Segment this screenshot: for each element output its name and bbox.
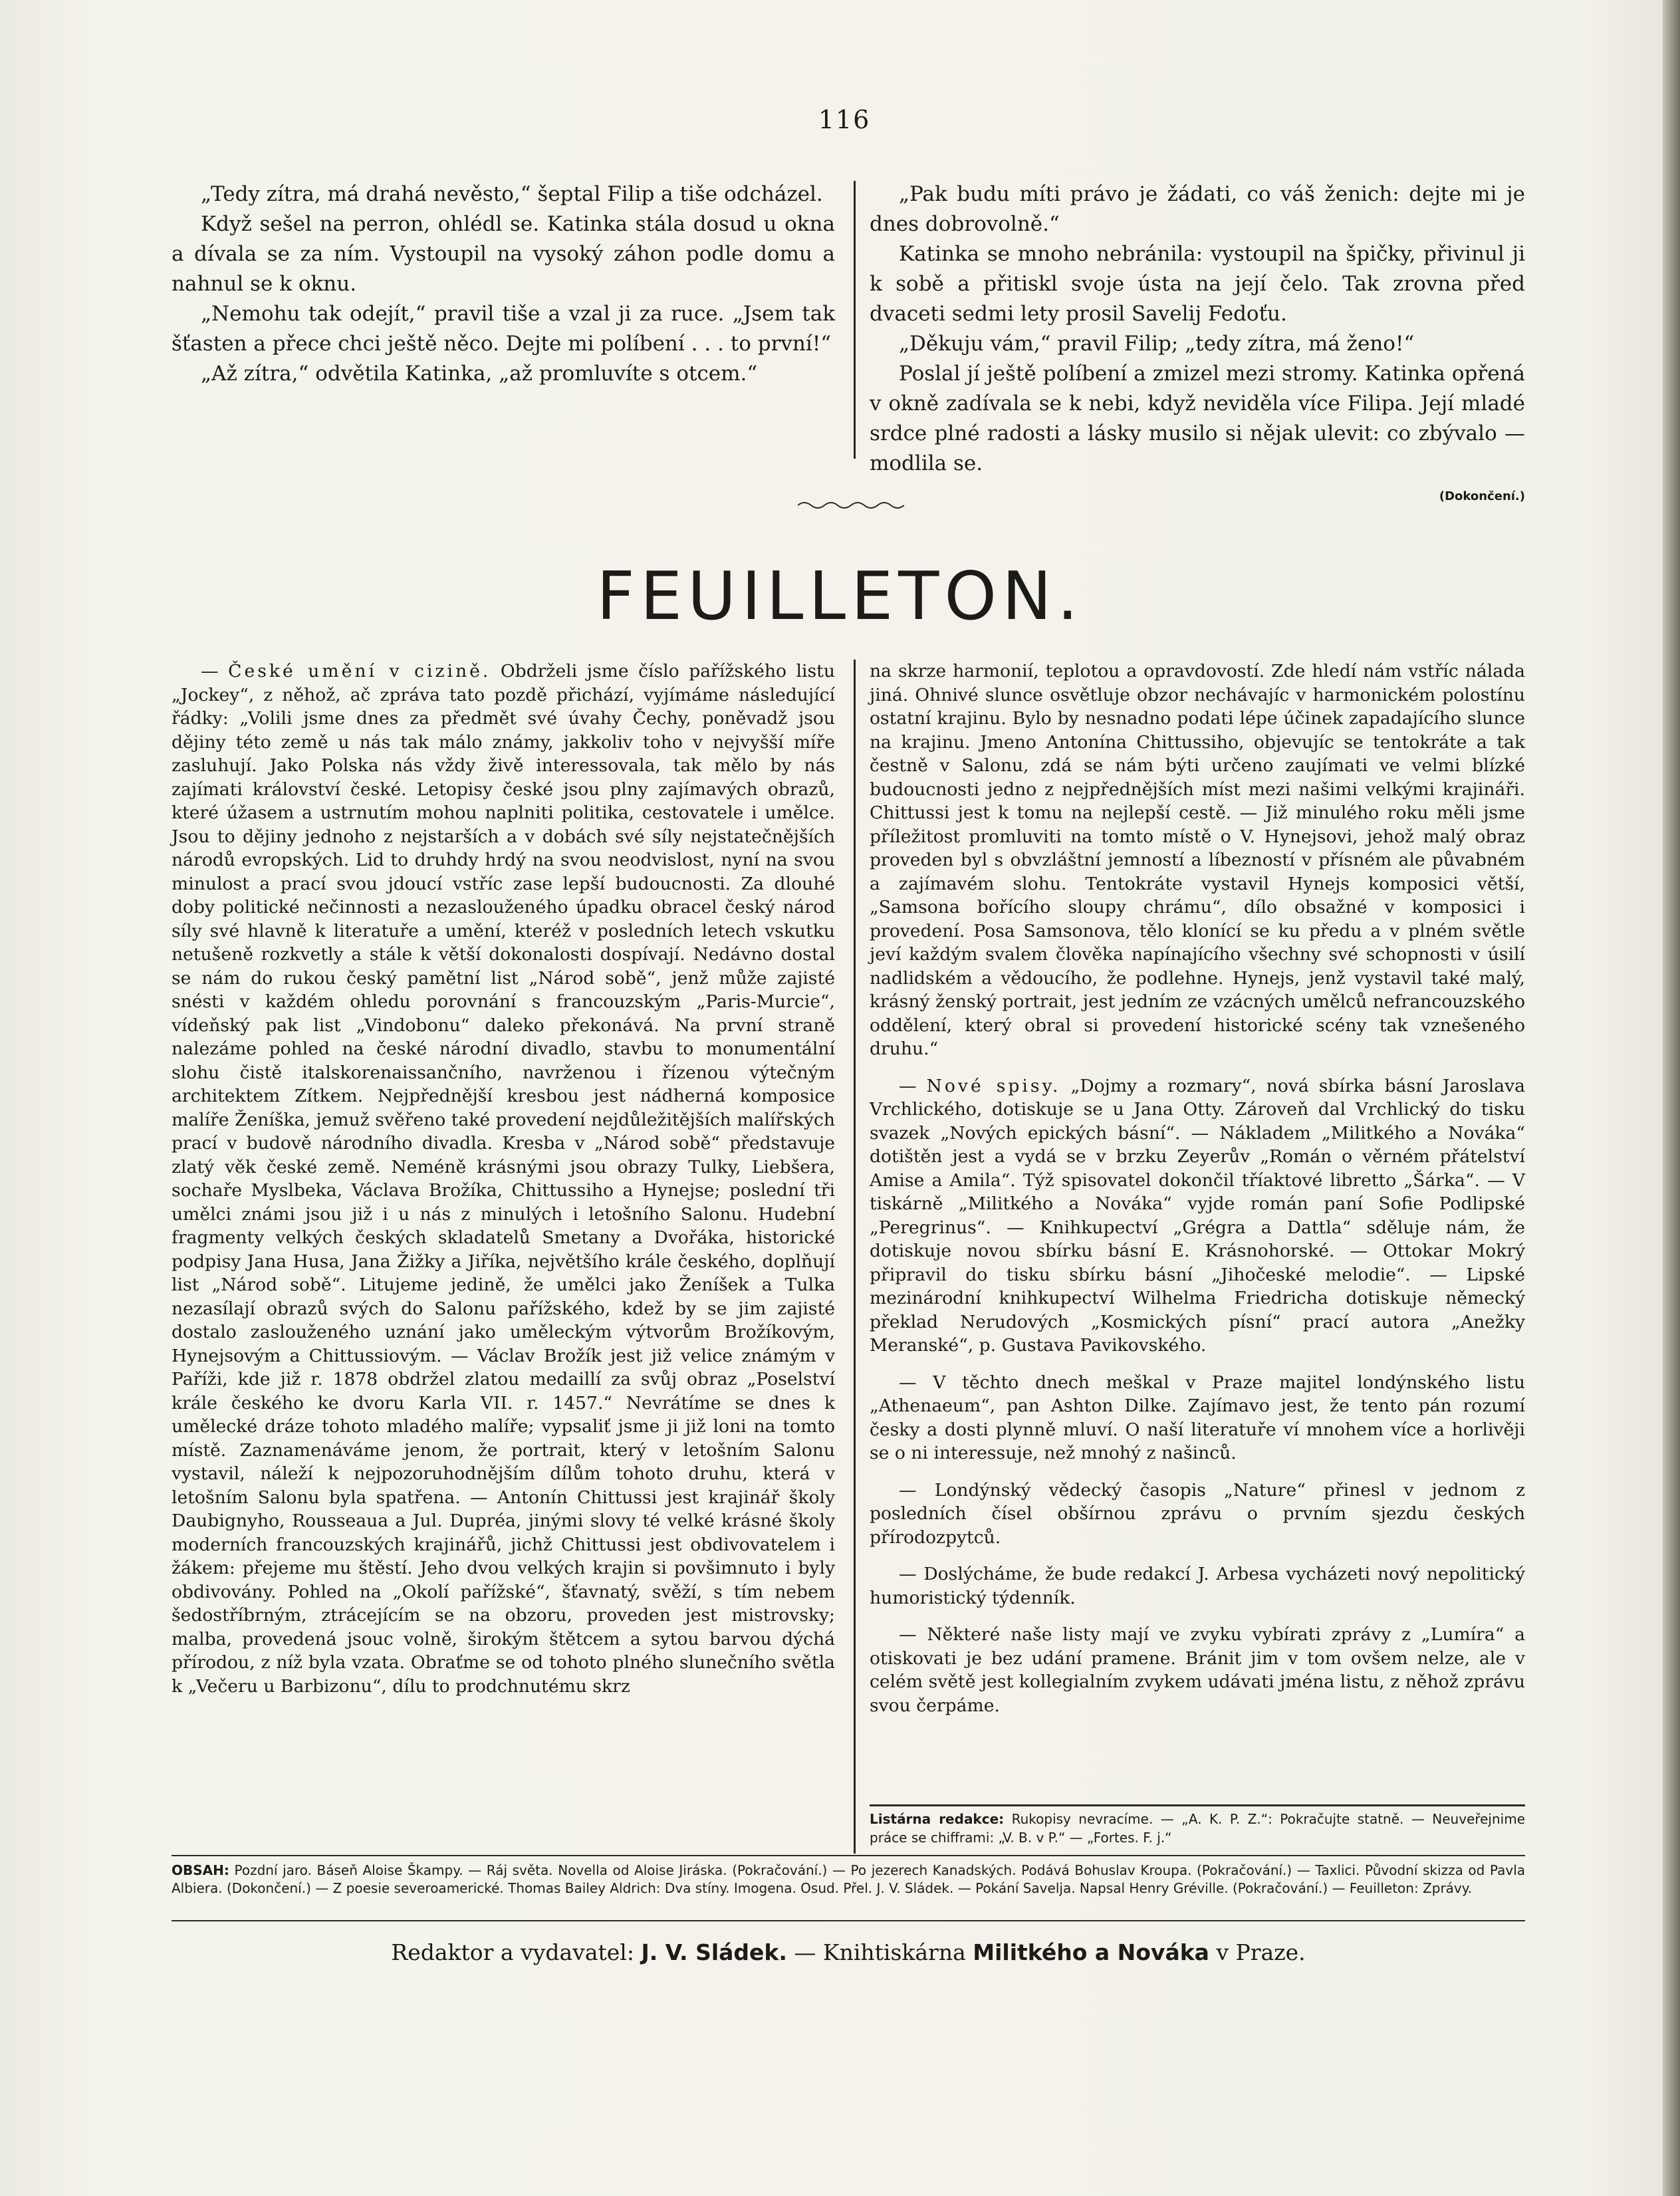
news-text: Některé naše listy mají ve zvyku vybírati zprávy z „Lumíra“ a otiskovati je bez udání pramene. Bránit jim v tom ovšem nelze, ale v celém světě jest kollegialním zvykem udávati jména listu, z něhož zprávu svou čerpáme. [870, 1624, 1525, 1716]
contents-rule [172, 1855, 1525, 1856]
story-paragraph: „Děkuju vám,“ pravil Filip; „tedy zítra, má ženo!“ [899, 332, 1415, 356]
imprint-suffix: v Praze. [1216, 1939, 1306, 1965]
news-heading: České umění v cizině. [228, 661, 491, 681]
listarna-label: Listárna redakce: [870, 1811, 1005, 1827]
feuilleton-paragraph: — České umění v cizině. Obdrželi jsme číslo pařížského listu „Jockey“, z něhož, ač zpráva tato pozdě přichází, vyjímáme následující řádky: „Volili jsme dnes za předmět své úvahy Čechy, poněvadž jsou dějiny této země u nás tak málo známy, jakkoliv toho v nejvyšší míře zasluhují. Jako Polska nás vždy živě interessovala, tak mělo by nás zajímati království české. Letopisy české jsou plny zajímavých obrazů, které úžasem a ustrnutím mohou naplniti politika, cestovatele i umělce. Jsou to dějiny jednoho z nejstarších a v dobách své síly nejstatečnějších národů evropských. Lid to druhdy hrdý na svou neodvislost, nyní na svou minulost a prací svou jdoucí vstříc zase lepší budoucnosti. Za dlouhé doby politické nečinnosti a nezaslouženého úpadku obracel český národ síly své hlavně k literatuře a umění, kteréž v posledních letech vskutku netušeně rozkvetly a stále k větší dokonalosti dospívají. Nedávno dostal se nám do rukou český pamětní list „Národ sobě“, jenž může zajisté snésti v každém ohledu porovnání s francouzským „Paris-Murcie“, vídeňský pak list „Vindobonu“ daleko překonává. Na první straně nalezáme pohled na české národní divadlo, stavbu to monumentální slohu čistě italskorenaissančního, navrženou i řízenou výtečným architektem Zítkem. Nejpřednější kresbou jest nádherná komposice malíře Ženíška, jemuž svěřeno také provedení nejdůležitějších malířských prací v budově národního divadla. Kresba v „Národ sobě“ představuje zlatý věk české země. Neméně krásnými jsou obrazy Tulky, Liebšera, sochaře Myslbeka, Václava Brožíka, Chittussiho a Hynejse; poslední tři umělci známi jsou již i u nás z minulých i letošního Salonu. Hudební fragmenty velkých českých skladatelů Smetany a Dvořáka, historické podpisy Jana Husa, Jana Žižky a Jiříka, největšího krále českého, doplňují list „Národ sobě“. Litujeme jedině, že umělci jako Ženíšek a Tulka nezasílají obrazů svých do Salonu pařížského, kdež by se jim zajisté dostalo zaslouženého uznání jako uměleckým výtvorům Brožíkovým, Hynejsovým a Chittussiovým. — Václav Brožík jest již velice známým v Paříži, kde již r. 1878 obdržel zlatou medaillí za svůj obraz „Poselství krále českého ke dvoru Karla VII. r. 1457.“ Nevrátíme se dnes k umělecké dráze tohoto mladého malíře; vypsaliť jsme ji již loni na tomto místě. Zaznamenáváme jenom, že portrait, který v letošním Salonu vystavil, náleží k nejpozoruhodnějším dílům tohoto druhu, která v letošním Salonu byla spatřena. — Antonín Chittussi jest krajinář školy Daubignyho, Rousseaua a Jul. Dupréa, jinými slovy té velké krásné školy moderních francouzských krajinářů, jichž Chittussi jest obdivovatelem i žákem: přejeme mu štěstí. Jeho dvou velkých krajin si povšimnuto i byly obdivovány. Pohled na „Okolí pařížské“, šťavnatý, svěží, s tím nebem šedostříbrným, ztrácejícím se na obzoru, proveden jest mistrovsky; malba, provedená jsouc volně, širokým štětcem a sytou barvou dýchá přírodou, z níž byla vzata. Obraťme se od tohoto plného slunečního světla k „Večeru u Barbizonu“, dílu to prodchnutému skrz [172, 661, 835, 1697]
story-paragraph: Katinka se mnoho nebránila: vystoupil na špičky, přivinul ji k sobě a přitiskl svoje ústa na její čelo. Tak zrovna před dvaceti sedmi lety prosil Savelij Fedoťu. [870, 242, 1525, 326]
news-text: Londýnský vědecký časopis „Nature“ přinesl v jednom z posledních čísel obšírnou zprávu o prvním sjezdu českých přírodozpytců. [870, 1479, 1525, 1548]
news-heading: Nové spisy. [926, 1075, 1061, 1096]
page-gutter-shadow [1663, 0, 1680, 2196]
story-paragraph: Když sešel na perron, ohlédl se. Katinka stála dosud u okna a dívala se za ním. Vystoupil na vysoký záhon podle domu a nahnul se k oknu. [172, 212, 835, 296]
contents-label: OBSAH: [172, 1862, 229, 1878]
contents-rule-bottom [172, 1920, 1525, 1921]
story-paragraph: „Nemohu tak odejít,“ pravil tiše a vzal ji za ruce. „Jsem tak šťasten a přece chci ještě něco. Dejte mi políbení . . . to první!“ [172, 302, 835, 356]
feuilleton-column-right [870, 660, 1525, 1717]
story-paragraph: „Až zítra,“ odvětila Katinka, „až promluvíte s otcem.“ [201, 362, 758, 386]
imprint-prefix: Redaktor a vydavatel: [391, 1939, 634, 1965]
news-text: na skrze harmonií, teplotou a opravdovostí. Zde hledí nám vstříc nálada jiná. Ohnivé slunce osvětluje obzor nechávajíc v harmonickém polostínu ostatní krajinu. Bylo by nesnadno podati lépe účinek zapadajícího slunce na krajinu. Jmeno Antonína Chittussiho, objevujíc se tentokráte a tak čestně v Salonu, zdá se nám býti určeno zaujímati ve velmi blízké budoucnosti jedno z nejpřednějších míst mezi našimi velkými krajináři. Chittussi jest k tomu na nejlepší cestě. — Již minulého roku měli jsme příležitost promluviti na tomto místě o V. Hynejsovi, jehož malý obraz proveden byl s obvzláštní jemností a líbezností v přísném ale půvabném a zajímavém slohu. Tentokráte vystavil Hynejs komposici větší, „Samsona bořícího sloupy chrámu“, dílo obsažné v komposici i provedení. Posa Samsonova, tělo klonící se ku předu a v plném světle jeví každým svalem člověka napínajícího všechny své schopnosti v úsilí nadlidském a vědoucího, že podlehne. Hynejs, jenž vystavil také malý, krásný ženský portrait, jest jedním ze vzácných umělců nefrancouzského oddělení, který obral si provedení historické scény tak vznešeného druhu.“ [870, 661, 1525, 1059]
story-column-right [870, 180, 1525, 511]
feuilleton-paragraph: — Londýnský vědecký časopis „Nature“ přinesl v jednom z posledních čísel obšírnou zprávu o prvním sjezdu českých přírodozpytců. [870, 1479, 1525, 1548]
imprint-editor: J. V. Sládek. [641, 1939, 787, 1965]
news-text: „Dojmy a rozmary“, nová sbírka básní Jaroslava Vrchlického, dotiskuje se u Jana Otty. Zároveň dal Vrchlický do tisku svazek „Nových epických básní“. — Nákladem „Militkého a Nováka“ dotištěn jest a vydá se v brzku Zeyerův „Román o věrném přátelství Amise a Amila“. Týž spisovatel dokončil tříaktové libretto „Šárka“. — V tiskárně „Militkého a Nováka“ vyjde román paní Sofie Podlipské „Peregrinus“. — Knihkupectví „Grégra a Dattla“ sděluje nám, že dotiskuje novou sbírku básní E. Krásnohorské. — Ottokar Mokrý připravil do tisku sbírku básní „Jihočeské melodie“. — Lipské mezinárodní knihkupectví Wilhelma Friedricha dotiskuje německý překlad Nerudových „Kosmických písní“ prací autora „Anežky Meranské“, p. Gustava Pavikovského. [870, 1075, 1525, 1356]
listarna-rule [870, 1804, 1525, 1806]
table-of-contents [172, 1862, 1525, 1897]
decorative-wave-divider [798, 499, 904, 512]
story-paragraph: „Pak budu míti právo je žádati, co váš ženich: dejte mi je dnes dobrovolně.“ [870, 182, 1525, 236]
section-title: FEUILLETON. [596, 557, 1084, 635]
news-text: V těchto dnech meškal v Praze majitel londýnského listu „Athenaeum“, pan Ashton Dilke. Zajímavo jest, že tento pán rozumí česky a dosti plynně mluví. O naší literatuře ví mnohem více a horlivěji se o ni interessuje, než mnohý z našinců. [870, 1372, 1525, 1463]
news-text: Obdrželi jsme číslo pařížského listu „Jockey“, z něhož, ač zpráva tato pozdě přichází, vyjímáme následující řádky: „Volili jsme dnes za předmět své úvahy Čechy, poněvadž jsou dějiny této země u nás tak málo známy, jakkoliv toho v nejvyšší míře zasluhují. Jako Polska nás vždy živě interessovala, tak mělo by nás zajímati království české. Letopisy české jsou plny zajímavých obrazů, které úžasem a ustrnutím mohou naplniti politika, cestovatele i umělce. Jsou to dějiny jednoho z nejstarších a v dobách své síly nejstatečnějších národů evropských. Lid to druhdy hrdý na svou neodvislost, nyní na svou minulost a prací svou jdoucí vstříc zase lepší budoucnosti. Za dlouhé doby politické nečinnosti a nezaslouženého úpadku obracel český národ síly své hlavně k literatuře a umění, kteréž v posledních letech vskutku netušeně rozkvetly a stále k větší dokonalosti dospívají. Nedávno dostal se nám do rukou český pamětní list „Národ sobě“, jenž může zajisté snésti v každém ohledu porovnání s francouzským „Paris-Murcie“, vídeňský pak list „Vindobonu“ daleko překonává. Na první straně nalezáme pohled na české národní divadlo, stavbu to monumentální slohu čistě italskorenaissančního, navrženou i řízenou výtečným architektem Zítkem. Nejpřednější kresbou jest nádherná komposice malíře Ženíška, jemuž svěřeno také provedení nejdůležitějších malířských prací v budově národního divadla. Kresba v „Národ sobě“ představuje zlatý věk české země. Neméně krásnými jsou obrazy Tulky, Liebšera, sochaře Myslbeka, Václava Brožíka, Chittussiho a Hynejse; poslední tři umělci známi jsou již i u nás z minulých i letošního Salonu. Hudební fragmenty velkých českých skladatelů Smetany a Dvořáka, historické podpisy Jana Husa, Jana Žižky a Jiříka, největšího krále českého, doplňují list „Národ sobě“. Litujeme jedině, že umělci jako Ženíšek a Tulka nezasílají obrazů svých do Salonu pařížského, kdež by se jim zajisté dostalo zaslouženého uznání jako uměleckým výtvorům Brožíkovým, Hynejsovým a Chittussiovým. — Václav Brožík jest již velice známým v Paříži, kde již r. 1878 obdržel zlatou medaillí za svůj obraz „Poselství krále českého ke dvoru Karla VII. r. 1457.“ Nevrátíme se dnes k umělecké dráze tohoto mladého malíře; vypsaliť jsme ji již loni na tomto místě. Zaznamenáváme jenom, že portrait, který v letošním Salonu vystavil, náleží k nejpozoruhodnějším dílům tohoto druhu, která v letošním Salonu byla spatřena. — Antonín Chittussi jest krajinář školy Daubignyho, Rousseaua a Jul. Dupréa, jinými slovy té velké krásné školy moderních francouzských krajinářů, jichž Chittussi jest obdivovatelem i žákem: přejeme mu štěstí. Jeho dvou velkých krajin si povšimnuto i byly obdivovány. Pohled na „Okolí pařížské“, šťavnatý, svěží, s tím nebem šedostříbrným, ztrácejícím se na obzoru, proveden jest mistrovsky; malba, provedená jsouc volně, širokým štětcem a sytou barvou dýchá přírodou, z níž byla vzata. Obraťme se od tohoto plného slunečního světla k „Večeru u Barbizonu“, dílu to prodchnutému skrz [172, 661, 835, 1697]
story-column-left [172, 180, 835, 389]
feuilleton-paragraph [870, 660, 1525, 1061]
imprint-middle: — Knihtiskárna [794, 1939, 966, 1965]
continued-note: (Dokončení.) [1439, 489, 1525, 503]
page-number: 116 [818, 105, 871, 134]
listarna-text: Rukopisy nevracíme. — „A. K. P. Z.“: Pokračujte statně. — Neuveřejnime práce se chifframi: „V. B. v P.“ — „Fortes. F. j.“ [870, 1811, 1525, 1846]
story-paragraph: Poslal jí ještě políbení a zmizel mezi stromy. Katinka opřená v okně zadívala se k nebi, když neviděla více Filipa. Její mladé srdce plné radosti a lásky musilo si nějak ulevit: co zbývalo — modlila se. [870, 362, 1525, 475]
imprint-line [172, 1938, 1525, 1967]
column-divider [854, 181, 856, 459]
feuilleton-paragraph: — V těchto dnech meškal v Praze majitel londýnského listu „Athenaeum“, pan Ashton Dilke. Zajímavo jest, že tento pán rozumí česky a dosti plynně mluví. O naší literatuře ví mnohem více a horlivěji se o ni interessuje, než mnohý z našinců. [870, 1372, 1525, 1463]
news-text: Doslýcháme, že bude redakcí J. Arbesa vycházeti nový nepolitický humoristický týdenník. [870, 1564, 1525, 1608]
feuilleton-paragraph: — Nové spisy. „Dojmy a rozmary“, nová sbírka básní Jaroslava Vrchlického, dotiskuje se u Jana Otty. Zároveň dal Vrchlický do tisku svazek „Nových epických básní“. — Nákladem „Militkého a Nováka“ dotištěn jest a vydá se v brzku Zeyerův „Román o věrném přátelství Amise a Amila“. Týž spisovatel dokončil tříaktové libretto „Šárka“. — V tiskárně „Militkého a Nováka“ vyjde román paní Sofie Podlipské „Peregrinus“. — Knihkupectví „Grégra a Dattla“ sděluje nám, že dotiskuje novou sbírku básní E. Krásnohorské. — Ottokar Mokrý připravil do tisku sbírku básní „Jihočeské melodie“. — Lipské mezinárodní knihkupectví Wilhelma Friedricha dotiskuje německý překlad Nerudových „Kosmických písní“ prací autora „Anežky Meranské“, p. Gustava Pavikovského. [870, 1075, 1525, 1356]
editorial-mailbox [870, 1810, 1525, 1847]
feuilleton-paragraph: — Některé naše listy mají ve zvyku vybírati zprávy z „Lumíra“ a otiskovati je bez udání pramene. Bránit jim v tom ovšem nelze, ale v celém světě jest kollegialním zvykem udávati jména listu, z něhož zprávu svou čerpáme. [870, 1624, 1525, 1716]
column-divider [854, 660, 856, 1854]
story-paragraph: „Tedy zítra, má drahá nevěsto,“ šeptal Filip a tiše odcházel. [201, 182, 823, 206]
imprint-printer: Militkého a Nováka [973, 1939, 1209, 1965]
contents-text: Pozdní jaro. Báseň Aloise Škampy. — Ráj světa. Novella od Aloise Jiráska. (Pokračování.) — Po jezerech Kanadských. Podává Bohuslav Kroupa. (Pokračování.) — Taxlici. Původní skizza od Pavla Albiera. (Dokončení.) — Z poesie severoamerické. Thomas Bailey Aldrich: Dva stíny. Imogena. Osud. Přel. J. V. Sládek. — Pokání Savelja. Napsal Henry Gréville. (Pokračování.) — Feuilleton: Zprávy. [172, 1862, 1526, 1896]
feuilleton-column-left [172, 660, 835, 1698]
feuilleton-paragraph: — Doslýcháme, že bude redakcí J. Arbesa vycházeti nový nepolitický humoristický týdenník. [870, 1564, 1525, 1608]
